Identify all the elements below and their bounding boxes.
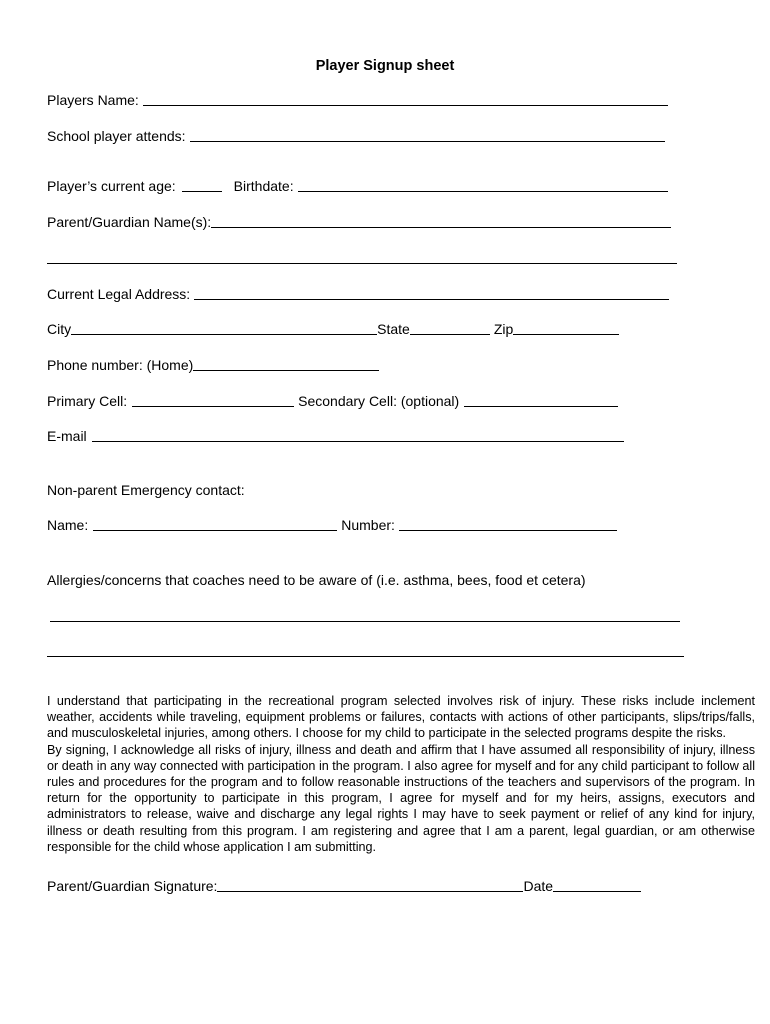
school-label: School player attends: [47, 128, 186, 144]
phone-home-row [47, 355, 379, 373]
signature-label: Parent/Guardian Signature: [47, 878, 218, 894]
address-field[interactable] [194, 285, 669, 300]
guardian-label: Parent/Guardian Name(s): [47, 214, 212, 230]
phone-home-field[interactable] [193, 356, 379, 371]
cell-row [47, 391, 618, 409]
secondary-cell-field[interactable] [464, 392, 618, 407]
guardian-field[interactable] [211, 213, 671, 228]
emergency-heading: Non-parent Emergency contact: [47, 482, 245, 498]
email-field[interactable] [92, 427, 624, 442]
emergency-number-field[interactable] [399, 516, 617, 531]
city-label: City [47, 321, 72, 337]
primary-cell-field[interactable] [132, 392, 294, 407]
waiver-paragraph-2: By signing, I acknowledge all risks of injury, illness and death and affirm that I have assumed all responsibility of injury, illness or death in any way connected with participation in the program. I also agree for myself and for any child participant to follow all rules and procedures for the program and to follow reasonable instructions of the teachers and supervisors of the program. In return for the opportunity to participate in this program, I agree for myself and for my heirs, assigns, executors and administrators to release, waive and discharge any legal rights I may have to seek payment or relief of any kind for injury, illness or death resulting from this program. I am registering and agree that I am a parent, legal guardian, or am otherwise responsible for the child whose application I am submitting. [47, 742, 755, 854]
state-field[interactable] [410, 320, 490, 335]
date-label: Date [523, 878, 554, 894]
signature-field[interactable] [217, 877, 523, 892]
emergency-contact-row [47, 515, 617, 533]
age-birthdate-row [47, 176, 668, 194]
waiver-text [47, 693, 755, 855]
primary-cell-label: Primary Cell: [47, 393, 128, 409]
emergency-heading-row [47, 480, 245, 498]
allergies-field-line-2[interactable] [47, 655, 684, 657]
signature-row [47, 876, 641, 894]
phone-home-label: Phone number: (Home) [47, 357, 194, 373]
zip-label: Zip [493, 321, 514, 337]
guardian-field-extra-line[interactable] [47, 262, 677, 264]
page-title: Player Signup sheet [315, 58, 455, 74]
address-row [47, 284, 669, 302]
email-row [47, 426, 624, 444]
address-label: Current Legal Address: [47, 286, 191, 302]
birthdate-field[interactable] [298, 177, 668, 192]
players-name-row [47, 90, 668, 108]
city-state-zip-row [47, 319, 619, 337]
players-name-field[interactable] [143, 91, 668, 106]
school-field[interactable] [190, 127, 665, 142]
emergency-number-label: Number: [341, 517, 395, 533]
secondary-cell-label: Secondary Cell: (optional) [298, 393, 460, 409]
age-field[interactable] [182, 177, 222, 192]
zip-field[interactable] [513, 320, 619, 335]
emergency-name-label: Name: [47, 517, 89, 533]
birthdate-label: Birthdate: [233, 178, 294, 194]
allergies-row [47, 570, 586, 588]
state-label: State [377, 321, 410, 337]
email-label: E-mail [47, 428, 87, 444]
players-name-label: Players Name: [47, 92, 139, 108]
emergency-name-field[interactable] [93, 516, 337, 531]
allergies-label: Allergies/concerns that coaches need to be aware of (i.e. asthma, bees, food et cetera) [47, 572, 586, 588]
waiver-paragraph-1: I understand that participating in the recreational program selected involves risk of injury. These risks include inclement weather, accidents while traveling, equipment problems or failures, contacts with actions of other participants, slips/trips/falls, and musculoskeletal injuries, among others. I choose for my child to participate in the selected programs despite the risks. [47, 694, 755, 741]
city-field[interactable] [71, 320, 377, 335]
date-field[interactable] [553, 877, 641, 892]
guardian-row [47, 212, 671, 230]
allergies-field-line-1[interactable] [50, 620, 680, 622]
age-label: Player’s current age: [47, 178, 176, 194]
school-row [47, 126, 665, 144]
